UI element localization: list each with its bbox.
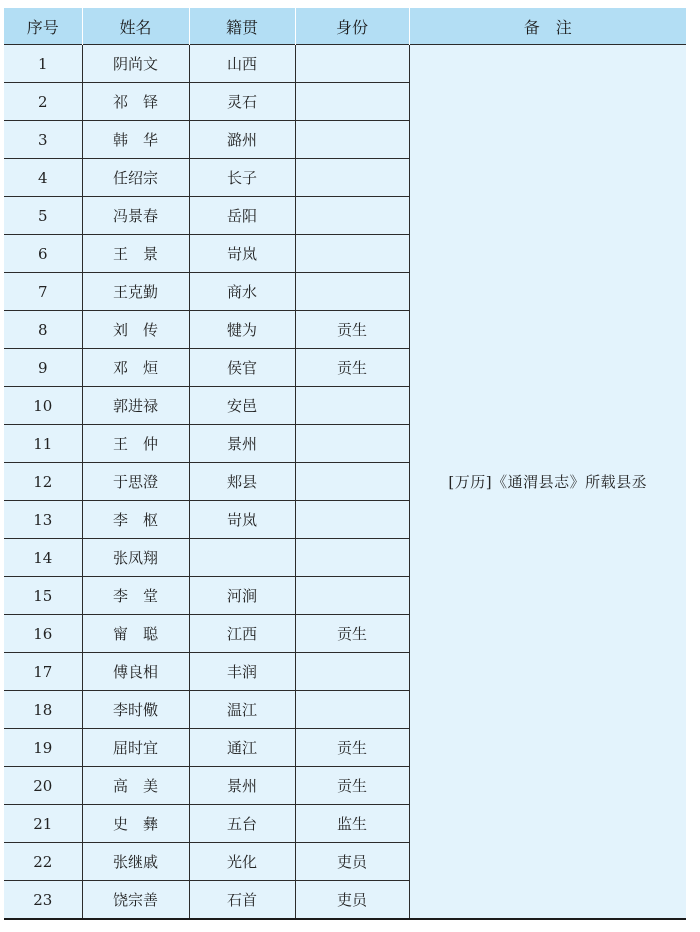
cell-index: 10 <box>4 387 82 425</box>
cell-name: 史 彝 <box>82 805 189 843</box>
cell-name: 张凤翔 <box>82 539 189 577</box>
cell-name: 任绍宗 <box>82 159 189 197</box>
cell-status <box>295 501 409 539</box>
note-cell: [万历]《通渭县志》所载县丞 <box>409 45 686 920</box>
cell-origin: 侯官 <box>189 349 295 387</box>
cell-name: 高 美 <box>82 767 189 805</box>
cell-index: 3 <box>4 121 82 159</box>
cell-origin: 河涧 <box>189 577 295 615</box>
cell-status: 贡生 <box>295 311 409 349</box>
cell-status: 贡生 <box>295 349 409 387</box>
cell-origin: 商水 <box>189 273 295 311</box>
cell-origin: 石首 <box>189 881 295 920</box>
cell-name: 祁 铎 <box>82 83 189 121</box>
cell-origin: 潞州 <box>189 121 295 159</box>
roster-table <box>4 8 686 920</box>
header-row <box>4 8 686 45</box>
cell-index: 22 <box>4 843 82 881</box>
cell-name: 韩 华 <box>82 121 189 159</box>
cell-origin: 温江 <box>189 691 295 729</box>
header-note: 备 注 <box>409 8 686 45</box>
cell-origin: 景州 <box>189 767 295 805</box>
cell-status <box>295 691 409 729</box>
cell-name: 王 景 <box>82 235 189 273</box>
table-body <box>4 45 686 920</box>
cell-status <box>295 121 409 159</box>
cell-status <box>295 45 409 83</box>
cell-origin: 景州 <box>189 425 295 463</box>
cell-index: 21 <box>4 805 82 843</box>
cell-status <box>295 463 409 501</box>
cell-index: 9 <box>4 349 82 387</box>
table-header <box>4 8 686 45</box>
cell-origin: 通江 <box>189 729 295 767</box>
cell-status <box>295 273 409 311</box>
cell-index: 13 <box>4 501 82 539</box>
cell-origin: 江西 <box>189 615 295 653</box>
header-name: 姓名 <box>82 8 189 45</box>
cell-name: 于思澄 <box>82 463 189 501</box>
cell-index: 4 <box>4 159 82 197</box>
cell-index: 7 <box>4 273 82 311</box>
cell-status <box>295 653 409 691</box>
cell-origin: 长子 <box>189 159 295 197</box>
cell-origin: 岢岚 <box>189 501 295 539</box>
cell-name: 饶宗善 <box>82 881 189 920</box>
cell-name: 刘 传 <box>82 311 189 349</box>
cell-status: 贡生 <box>295 767 409 805</box>
cell-index: 6 <box>4 235 82 273</box>
cell-status: 监生 <box>295 805 409 843</box>
cell-status: 吏员 <box>295 843 409 881</box>
cell-origin: 郏县 <box>189 463 295 501</box>
cell-status: 吏员 <box>295 881 409 920</box>
cell-status: 贡生 <box>295 615 409 653</box>
cell-origin: 安邑 <box>189 387 295 425</box>
cell-index: 2 <box>4 83 82 121</box>
cell-name: 甯 聪 <box>82 615 189 653</box>
cell-status <box>295 425 409 463</box>
cell-index: 15 <box>4 577 82 615</box>
cell-status <box>295 235 409 273</box>
cell-origin: 岳阳 <box>189 197 295 235</box>
cell-origin: 光化 <box>189 843 295 881</box>
cell-status <box>295 577 409 615</box>
cell-index: 19 <box>4 729 82 767</box>
cell-status <box>295 159 409 197</box>
cell-name: 王克勤 <box>82 273 189 311</box>
cell-index: 20 <box>4 767 82 805</box>
cell-status <box>295 197 409 235</box>
cell-name: 郭进禄 <box>82 387 189 425</box>
cell-name: 李时儆 <box>82 691 189 729</box>
cell-index: 11 <box>4 425 82 463</box>
cell-name: 王 仲 <box>82 425 189 463</box>
cell-index: 17 <box>4 653 82 691</box>
cell-status <box>295 83 409 121</box>
cell-name: 张继戚 <box>82 843 189 881</box>
cell-name: 阴尚文 <box>82 45 189 83</box>
cell-name: 傅良相 <box>82 653 189 691</box>
cell-origin: 岢岚 <box>189 235 295 273</box>
cell-name: 李 枢 <box>82 501 189 539</box>
cell-name: 邓 烜 <box>82 349 189 387</box>
cell-index: 23 <box>4 881 82 920</box>
cell-origin: 灵石 <box>189 83 295 121</box>
cell-origin: 犍为 <box>189 311 295 349</box>
header-status: 身份 <box>295 8 409 45</box>
cell-index: 16 <box>4 615 82 653</box>
cell-name: 李 堂 <box>82 577 189 615</box>
cell-name: 冯景春 <box>82 197 189 235</box>
cell-origin: 丰润 <box>189 653 295 691</box>
cell-status: 贡生 <box>295 729 409 767</box>
cell-status <box>295 387 409 425</box>
cell-index: 12 <box>4 463 82 501</box>
cell-index: 8 <box>4 311 82 349</box>
header-index: 序号 <box>4 8 82 45</box>
cell-index: 18 <box>4 691 82 729</box>
table-row <box>4 45 686 83</box>
cell-origin: 山西 <box>189 45 295 83</box>
cell-status <box>295 539 409 577</box>
cell-index: 1 <box>4 45 82 83</box>
cell-index: 14 <box>4 539 82 577</box>
cell-index: 5 <box>4 197 82 235</box>
cell-name: 屈时宜 <box>82 729 189 767</box>
cell-origin <box>189 539 295 577</box>
cell-origin: 五台 <box>189 805 295 843</box>
header-origin: 籍贯 <box>189 8 295 45</box>
